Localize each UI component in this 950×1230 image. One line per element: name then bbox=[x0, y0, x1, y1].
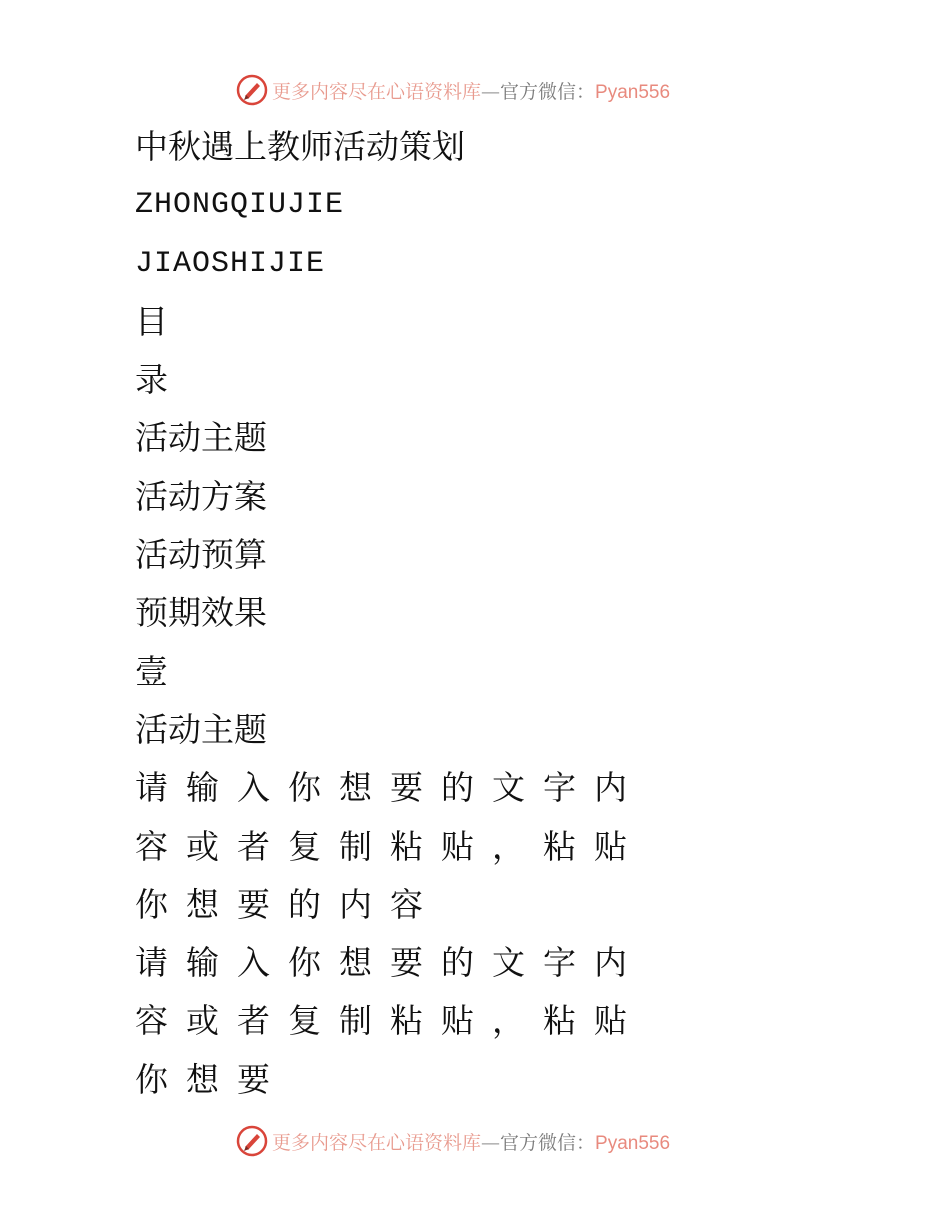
banner-wechat-id: Pyan556 bbox=[595, 81, 671, 103]
pinyin-line: ZHONGQIUJIE bbox=[135, 188, 345, 223]
section-number: 壹 bbox=[135, 651, 168, 691]
banner-wechat-id: Pyan556 bbox=[595, 1132, 671, 1154]
paragraph-line: 请输入你想要的文字内 bbox=[135, 768, 645, 808]
toc-item: 预期效果 bbox=[135, 593, 267, 633]
toc-item: 活动方案 bbox=[135, 476, 267, 516]
paragraph-line: 容或者复制粘贴，粘贴 bbox=[135, 826, 645, 866]
banner-slogan: 更多内容尽在心语资料库 bbox=[272, 1131, 482, 1154]
banner-slogan: 更多内容尽在心语资料库 bbox=[272, 80, 482, 103]
pen-logo-icon bbox=[236, 74, 268, 106]
document-body bbox=[135, 118, 655, 1109]
banner-dash: — bbox=[481, 1131, 501, 1154]
toc-heading-char: 目 bbox=[135, 301, 168, 341]
paragraph-line: 请输入你想要的文字内 bbox=[135, 943, 645, 983]
paragraph-line: 你想要的内容 bbox=[135, 884, 441, 924]
paragraph-line: 你想要 bbox=[135, 1059, 288, 1099]
pen-logo-icon bbox=[236, 1125, 268, 1157]
document-title: 中秋遇上教师活动策划 bbox=[135, 127, 465, 166]
banner-dash: — bbox=[481, 80, 501, 103]
section-title: 活动主题 bbox=[135, 709, 267, 749]
paragraph-line: 容或者复制粘贴，粘贴 bbox=[135, 1001, 645, 1041]
footer-banner bbox=[236, 1123, 670, 1159]
pinyin-line: JIAOSHIJIE bbox=[135, 246, 326, 281]
header-banner bbox=[236, 72, 670, 108]
toc-heading-char: 录 bbox=[135, 360, 168, 400]
banner-wechat-label: 官方微信： bbox=[500, 80, 596, 103]
toc-item: 活动主题 bbox=[135, 418, 267, 458]
banner-wechat-label: 官方微信： bbox=[500, 1131, 596, 1154]
toc-item: 活动预算 bbox=[135, 535, 267, 575]
